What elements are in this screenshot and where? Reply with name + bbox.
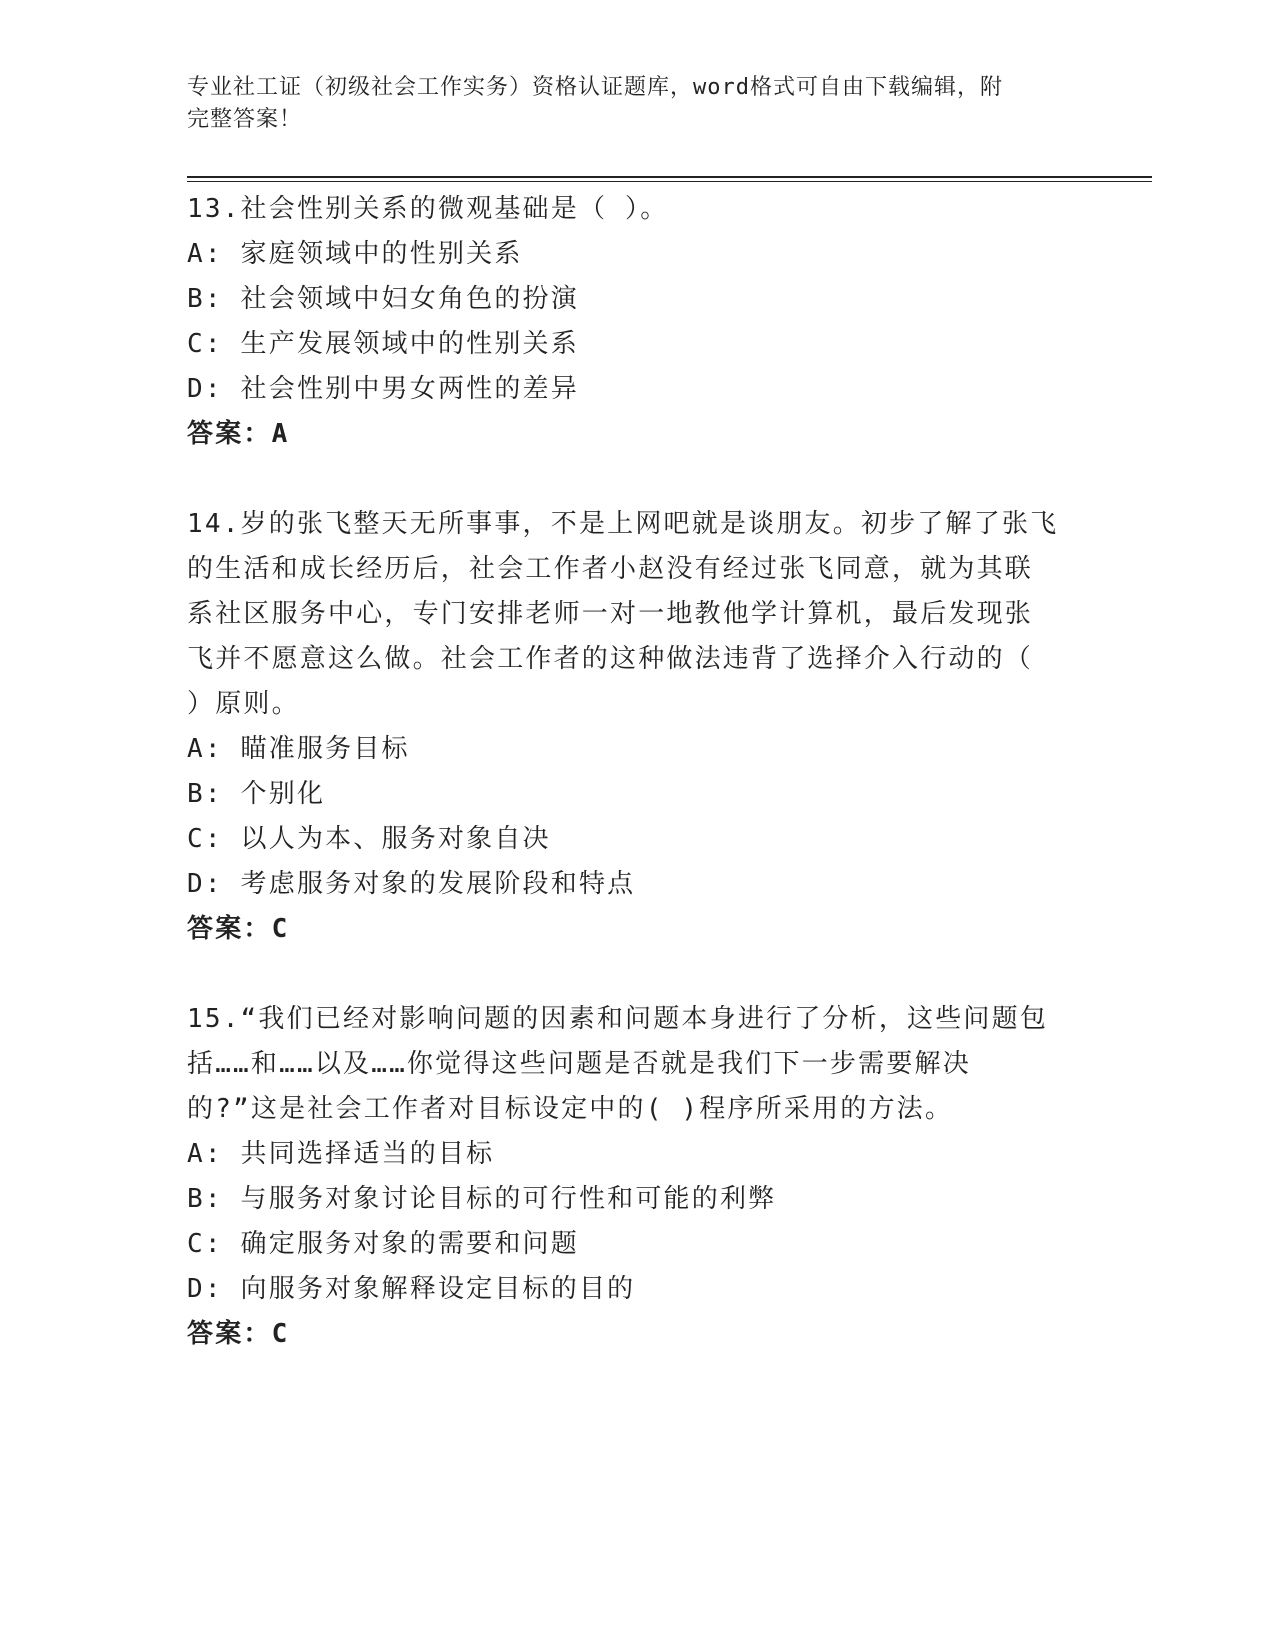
question-15 — [187, 997, 1087, 1357]
option-a: A: 瞄准服务目标 — [187, 734, 410, 764]
header-line-2: 完整答案！ — [187, 107, 303, 132]
question-stem-line: ）原则。 — [187, 689, 300, 719]
question-stem-line: 14.岁的张飞整天无所事事，不是上网吧就是谈朋友。初步了解了张飞 — [187, 509, 1059, 539]
answer-line: 答案：C — [187, 1319, 290, 1349]
header-divider-thin — [187, 181, 1152, 182]
question-stem-line: 15.“我们已经对影响问题的因素和问题本身进行了分析，这些问题包 — [187, 1004, 1049, 1034]
answer-line: 答案：A — [187, 419, 290, 449]
option-b: B: 个别化 — [187, 779, 326, 809]
option-a: A: 家庭领域中的性别关系 — [187, 239, 523, 269]
option-a: A: 共同选择适当的目标 — [187, 1139, 495, 1169]
document-header — [187, 72, 1067, 136]
question-list — [187, 187, 1087, 1357]
question-stem-line: 括……和……以及……你觉得这些问题是否就是我们下一步需要解决 — [187, 1049, 971, 1079]
question-stem-line: 的生活和成长经历后，社会工作者小赵没有经过张飞同意，就为其联 — [187, 554, 1034, 584]
spacer — [187, 952, 1087, 997]
question-stem: 13.社会性别关系的微观基础是（ ）。 — [187, 194, 669, 224]
question-13 — [187, 187, 1087, 457]
option-d: D: 考虑服务对象的发展阶段和特点 — [187, 869, 636, 899]
option-b: B: 与服务对象讨论目标的可行性和可能的利弊 — [187, 1184, 777, 1214]
question-stem-line: 的?”这是社会工作者对目标设定中的( )程序所采用的方法。 — [187, 1094, 954, 1124]
option-b: B: 社会领域中妇女角色的扮演 — [187, 284, 579, 314]
option-c: C: 以人为本、服务对象自决 — [187, 824, 551, 854]
question-stem-line: 系社区服务中心，专门安排老师一对一地教他学计算机，最后发现张 — [187, 599, 1034, 629]
header-divider-thick — [187, 176, 1152, 178]
answer-line: 答案：C — [187, 914, 290, 944]
header-line-1: 专业社工证（初级社会工作实务）资格认证题库，word格式可自由下载编辑，附 — [187, 75, 1003, 100]
option-c: C: 生产发展领域中的性别关系 — [187, 329, 579, 359]
question-stem-line: 飞并不愿意这么做。社会工作者的这种做法违背了选择介入行动的（ — [187, 644, 1034, 674]
option-d: D: 向服务对象解释设定目标的目的 — [187, 1274, 636, 1304]
question-14 — [187, 502, 1087, 952]
option-c: C: 确定服务对象的需要和问题 — [187, 1229, 579, 1259]
spacer — [187, 457, 1087, 502]
option-d: D: 社会性别中男女两性的差异 — [187, 374, 579, 404]
